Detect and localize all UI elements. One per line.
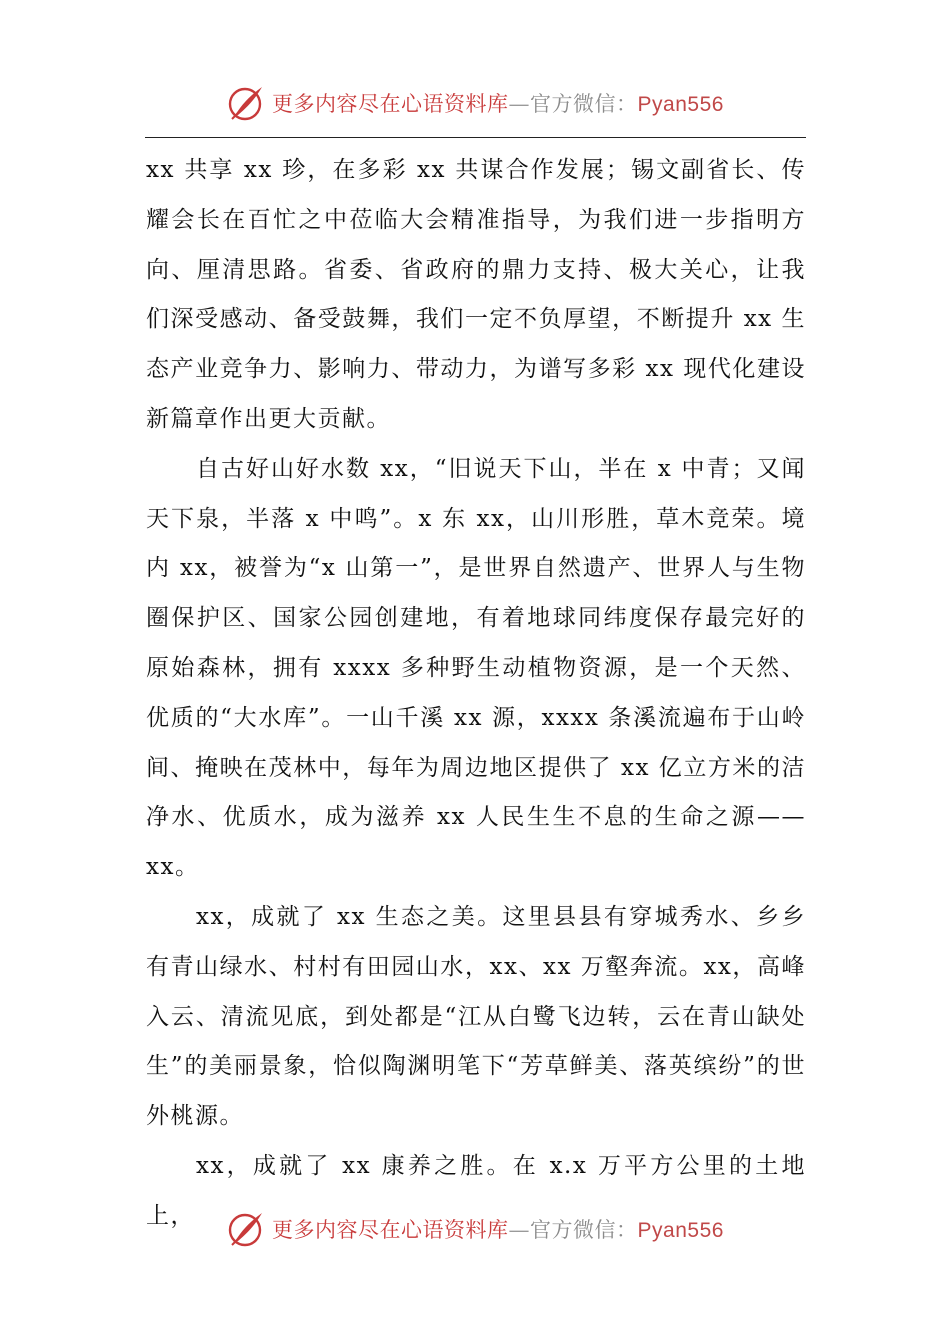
header-divider	[145, 137, 806, 138]
header-wechat-label: 官方微信：	[530, 92, 638, 116]
footer-wechat-label: 官方微信：	[530, 1218, 638, 1242]
header-banner	[0, 78, 950, 128]
footer-wechat-id: Pyan556	[637, 1219, 724, 1242]
paragraph-4: xx，成就了 xx 康养之胜。在 x.x 万平方公里的土地上，	[146, 1152, 806, 1229]
quill-pen-logo-icon	[226, 1209, 266, 1249]
paragraph-2: 自古好山好水数 xx，“旧说天下山，半在 x 中青；又闻天下泉，半落 x 中鸣”。x 东 xx，山川形胜，草木竞荣。境内 xx，被誉为“x 山第一”，是世界自然遗产、世界人与生物圈保护区、国家公园创建地，有着地球同纬度保存最完好的原始森林，拥有 xxxx 多种野生动植物资源，是一个天然、优质的“大水库”。一山千溪 xx 源，xxxx 条溪流遍布于山岭间、掩映在茂林中，每年为周边地区提供了 xx 亿立方米的洁净水、优质水，成为滋养 xx 人民生生不息的生命之源——xx。	[146, 455, 806, 881]
paragraph-3: xx，成就了 xx 生态之美。这里县县有穿城秀水、乡乡有青山绿水、村村有田园山水，xx、xx 万壑奔流。xx，高峰入云、清流见底，到处都是“江从白鹭飞边转，云在青山缺处生”的美丽景象，恰似陶渊明笔下“芳草鲜美、落英缤纷”的世外桃源。	[146, 903, 806, 1130]
header-banner-text	[272, 88, 724, 118]
header-site-name: 更多内容尽在心语资料库	[272, 92, 509, 116]
footer-separator: —	[508, 1218, 531, 1242]
header-separator: —	[508, 92, 531, 116]
header-wechat-id: Pyan556	[637, 93, 724, 116]
document-body	[146, 146, 806, 1242]
footer-banner	[0, 1204, 950, 1254]
footer-banner-text	[272, 1214, 724, 1244]
quill-pen-logo-icon	[226, 83, 266, 123]
footer-site-name: 更多内容尽在心语资料库	[272, 1218, 509, 1242]
paragraph-1: xx 共享 xx 珍，在多彩 xx 共谋合作发展；锡文副省长、传耀会长在百忙之中莅临大会精准指导，为我们进一步指明方向、厘清思路。省委、省政府的鼎力支持、极大关心，让我们深受感动、备受鼓舞，我们一定不负厚望，不断提升 xx 生态产业竞争力、影响力、带动力，为谱写多彩 xx 现代化建设新篇章作出更大贡献。	[146, 157, 806, 432]
